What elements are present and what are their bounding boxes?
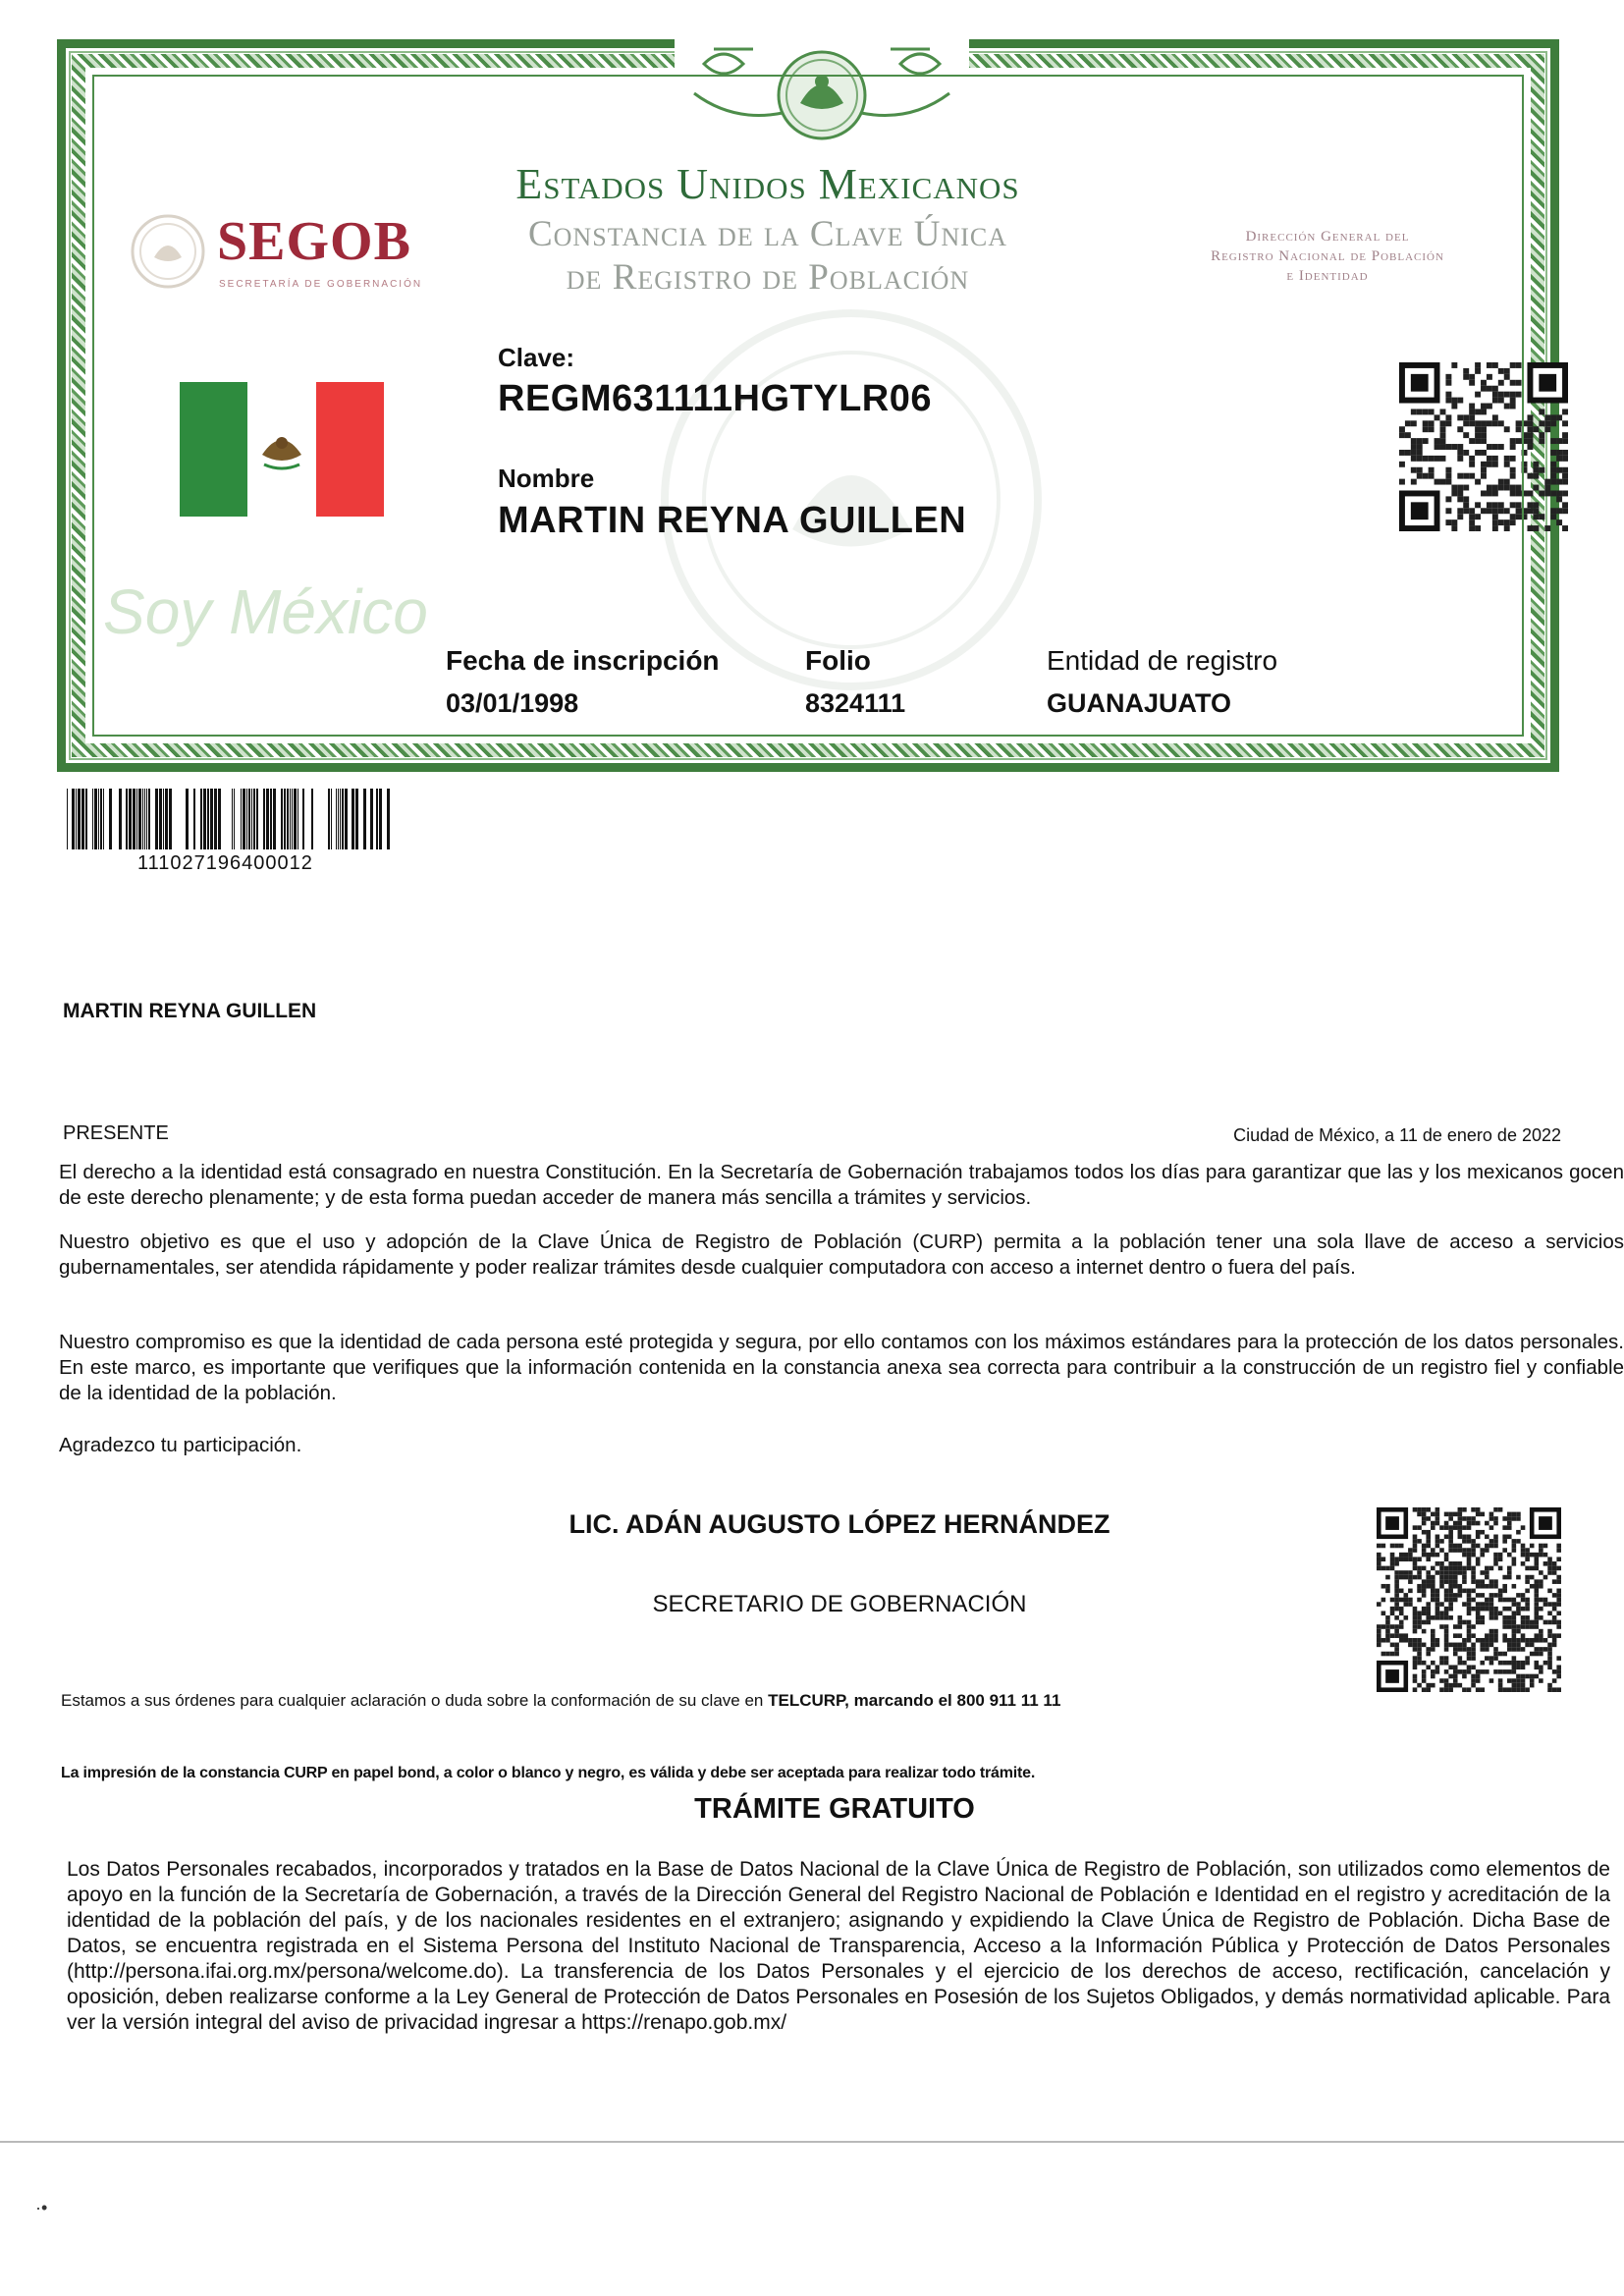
direccion-line: e Identidad (1286, 268, 1369, 284)
curp-certificate-card (57, 39, 1559, 772)
eagle-crest-icon (675, 34, 969, 162)
impresion-notice: La impresión de la constancia CURP en papel bond, a color o blanco y negro, es válida y debe ser aceptada para realizar todo trámite. (61, 1765, 1036, 1781)
direccion-line: Dirección General del (1245, 229, 1410, 245)
direccion-general (1165, 227, 1489, 286)
segob-seal-icon (129, 212, 207, 291)
privacy-notice: Los Datos Personales recabados, incorporados y tratados en la Base de Datos Nacional de la Clave Única de Registro de Población, son utilizados como elementos de apoyo en la función de la Secretaría de Gobernación, a través de la Dirección General del Registro Nacional de Población e Identidad en el registro y acreditación de la identidad de la población del país, y de los nacionales residentes en el extranjero; asignando y expidiendo la Clave Única de Registro de Población. Dicha Base de Datos, se encuentra registrada en el Sistema Persona del Instituto Nacional de Transparencia, Acceso a la Información Pública y Protección de Datos Personales (http://persona.ifai.org.mx/persona/welcome.do). La transferencia de los Datos Personales y el ejercicio de los derechos de acceso, rectificación, cancelación y oposición, deben realizarse conforme a la Ley General de Protección de Datos Personales en Posesión de los Sujetos Obligados, y demás normatividad aplicable. Para ver la versión integral del aviso de privacidad ingresar a https://renapo.gob.mx/ (67, 1858, 1610, 2034)
barcode-icon (67, 789, 393, 849)
scan-specks: ·• (35, 2198, 48, 2217)
signer-title: SECRETARIO DE GOBERNACIÓN (652, 1591, 1027, 1617)
qr-code-icon (1377, 1507, 1561, 1692)
letter-paragraph: Nuestro objetivo es que el uso y adopción de la Clave Única de Registro de Población (CURP) permita a la población tener una sola llave de acceso a servicios gubernamentales, ser atendida rápidamente y poder realizar trámites desde cualquier computadora con acceso a internet dentro o fuera del país. (59, 1230, 1624, 1279)
signer-name: LIC. ADÁN AUGUSTO LÓPEZ HERNÁNDEZ (568, 1509, 1110, 1539)
letter-paragraph: Agradezco tu participación. (59, 1434, 302, 1456)
nombre-value: MARTIN REYNA GUILLEN (498, 500, 967, 541)
telcurp-text: Estamos a sus órdenes para cualquier aclaración o duda sobre la conformación de su clave en (61, 1691, 769, 1710)
folio-value: 8324111 (805, 688, 906, 718)
flag-white-band (247, 382, 315, 517)
flag-coat-of-arms-icon (254, 425, 309, 474)
qr-code-icon (1399, 362, 1568, 531)
letter-date: Ciudad de México, a 11 de enero de 2022 (1233, 1125, 1561, 1145)
telcurp-phone: TELCURP, marcando el 800 911 11 11 (768, 1691, 1061, 1710)
seal-watermark-icon (625, 303, 1077, 696)
fecha-label: Fecha de inscripción (446, 645, 720, 676)
clave-value: REGM631111HGTYLR06 (498, 378, 932, 419)
clave-label: Clave: (498, 343, 575, 372)
entidad-label: Entidad de registro (1047, 645, 1278, 676)
direccion-line: Registro Nacional de Población (1211, 248, 1444, 264)
soy-mexico-watermark: Soy México (103, 576, 428, 647)
entidad-value: GUANAJUATO (1047, 688, 1232, 718)
barcode-number: 111027196400012 (137, 852, 313, 874)
letter-addressee: MARTIN REYNA GUILLEN (63, 1000, 317, 1022)
telcurp-notice (61, 1691, 1060, 1711)
tramite-gratuito: TRÁMITE GRATUITO (694, 1793, 975, 1825)
nombre-label: Nombre (498, 464, 595, 493)
letter-paragraph: Nuestro compromiso es que la identidad de cada persona esté protegida y segura, por ello contamos con los máximos estándares para la protección de los datos personales. En este marco, es importante que verifiques que la información contenida en la constancia anexa sea correcta para contribuir a la construcción de un registro fiel y confiable de la identidad de la población. (59, 1331, 1624, 1404)
page-divider (0, 2141, 1624, 2143)
flag-red-band (316, 382, 384, 517)
fecha-value: 03/01/1998 (446, 688, 579, 718)
segob-subtitle: SECRETARÍA DE GOBERNACIÓN (219, 279, 423, 290)
letter-presente: PRESENTE (63, 1122, 169, 1144)
header-sub-line2: de Registro de Población (566, 257, 970, 298)
flag-green-band (180, 382, 247, 517)
folio-label: Folio (805, 645, 871, 676)
segob-wordmark: SEGOB (217, 211, 411, 272)
header-main: Estados Unidos Mexicanos (515, 160, 1020, 208)
header-sub-line1: Constancia de la Clave Única (527, 214, 1008, 254)
letter-paragraph: El derecho a la identidad está consagrado en nuestra Constitución. En la Secretaría de Gobernación trabajamos todos los días para garantizar que las y los mexicanos gocen de este derecho plenamente; y de esta forma puedan acceder de manera más sencilla a trámites y servicios. (59, 1161, 1624, 1209)
segob-logo (129, 200, 502, 348)
mexican-flag-icon (180, 382, 384, 517)
